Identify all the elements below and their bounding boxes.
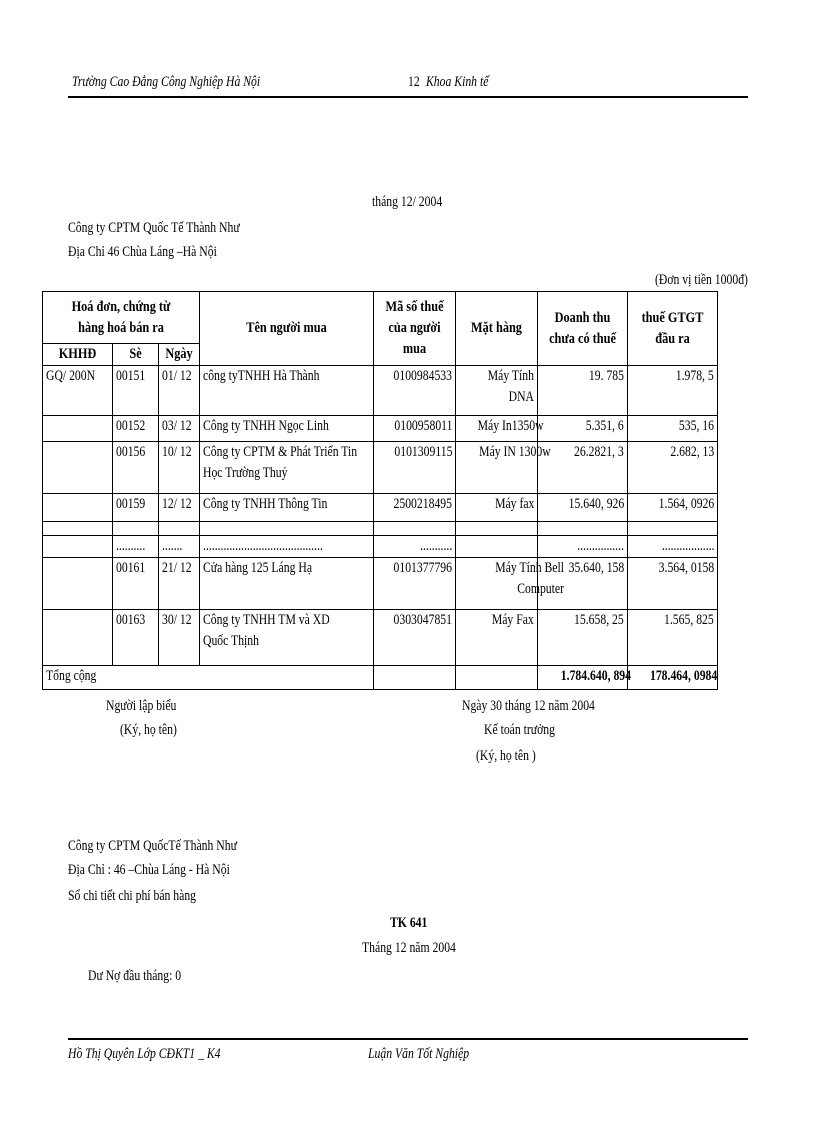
cell-tax: 0101309115 <box>393 444 452 460</box>
cell-so: 00159 <box>116 496 146 512</box>
cell-tax: 0101377796 <box>393 560 452 576</box>
cell-ngay: 21/ 12 <box>162 560 192 576</box>
company-address: Địa Chỉ 46 Chùa Láng –Hà Nội <box>68 244 217 260</box>
cell-so: 00152 <box>116 418 146 434</box>
page-number: 12 <box>408 74 420 90</box>
ledger-month: Tháng 12 năm 2004 <box>362 940 456 956</box>
cell-tax: 2500218495 <box>393 496 452 512</box>
cell-vat: 1.978, 5 <box>675 368 714 384</box>
company-name: Công ty CPTM Quốc Tế Thành Như <box>68 220 240 236</box>
header-so: Sè <box>113 344 159 366</box>
cell-revenue: 19. 785 <box>588 368 624 384</box>
preparer-label: Người lập biểu <box>106 698 177 714</box>
cell-revenue: 26.2821, 3 <box>574 444 624 460</box>
cell-ngay: 12/ 12 <box>162 496 192 512</box>
total-label: Tổng cộng <box>46 668 97 684</box>
opening-balance: Dư Nợ đầu tháng: 0 <box>88 968 182 984</box>
second-company: Công ty CPTM QuốcTế Thành Như <box>68 838 237 854</box>
cell-ngay: 30/ 12 <box>162 612 192 628</box>
table-row <box>43 558 718 610</box>
table-total-row <box>43 666 718 690</box>
footer-title: Luận Văn Tốt Nghiệp <box>368 1046 470 1062</box>
cell-revenue: 35.640, 158 <box>568 560 624 576</box>
header-tax-code: Mã số thuế của người mua <box>374 292 456 366</box>
total-vat: 178.464, 0984 <box>649 668 718 684</box>
cell-item: Máy Tính Bell Computer <box>495 560 564 597</box>
cell-so: 00151 <box>116 368 146 384</box>
cell-buyer: ......................................... <box>203 538 323 554</box>
cell-ngay: 03/ 12 <box>162 418 192 434</box>
header-khhd: KHHĐ <box>43 344 113 366</box>
table-row <box>43 442 718 494</box>
cell-buyer: Công ty TNHH TM và XD Quốc Thịnh <box>203 612 330 649</box>
second-address: Địa Chỉ : 46 –Chùa Láng - Hà Nội <box>68 862 230 878</box>
cell-tax: 0100958011 <box>393 418 452 434</box>
cell-so: 00163 <box>116 612 146 628</box>
cell-vat: 1.565, 825 <box>664 612 714 628</box>
cell-ngay: 10/ 12 <box>162 444 192 460</box>
header-school: Trường Cao Đẳng Công Nghiệp Hà Nội <box>72 74 261 90</box>
table-row <box>43 366 718 416</box>
cell-buyer: Công ty CPTM & Phát Triển Tin Học Trường Thuỷ <box>203 444 358 481</box>
cell-vat: 535, 16 <box>678 418 714 434</box>
header-item: Mặt hàng <box>456 292 538 366</box>
cell-so: 00156 <box>116 444 146 460</box>
header-buyer: Tên người mua <box>200 292 374 366</box>
table-row <box>43 416 718 442</box>
cell-buyer: Cửa hàng 125 Láng Hạ <box>203 560 313 576</box>
cell-item: Máy fax <box>494 496 534 512</box>
cell-vat: 1.564, 0926 <box>658 496 714 512</box>
cell-tax: 0303047851 <box>393 612 452 628</box>
cell-buyer: công tyTNHH Hà Thành <box>203 368 320 384</box>
cell-item: Máy Tính DNA <box>487 368 534 405</box>
cell-item: Máy IN 1300w <box>479 444 551 460</box>
signature-date: Ngày 30 tháng 12 năm 2004 <box>462 698 595 714</box>
cell-revenue: 15.658, 25 <box>574 612 624 628</box>
footer-author: Hồ Thị Quyên Lớp CĐKT1 _ K4 <box>68 1046 221 1062</box>
cell-so: 00161 <box>116 560 146 576</box>
cell-buyer: Công ty TNHH Ngọc Linh <box>203 418 329 434</box>
cell-vat: .................. <box>661 538 714 554</box>
cell-revenue: 15.640, 926 <box>568 496 624 512</box>
cell-tax: ........... <box>419 538 452 554</box>
accountant-label: Kế toán trưởng <box>484 722 556 738</box>
table-row-blank <box>43 522 718 536</box>
footer-rule <box>68 1038 748 1040</box>
header-rule <box>68 96 748 98</box>
cell-revenue: ................ <box>577 538 624 554</box>
cell-khhd: GQ/ 200N <box>46 368 96 384</box>
cell-vat: 3.564, 0158 <box>658 560 714 576</box>
cell-ngay: ....... <box>162 538 183 554</box>
cell-revenue: 5.351, 6 <box>585 418 624 434</box>
cell-ngay: 01/ 12 <box>162 368 192 384</box>
report-period: tháng 12/ 2004 <box>372 194 443 210</box>
cell-so: .......... <box>116 538 146 554</box>
cell-vat: 2.682, 13 <box>670 444 714 460</box>
table-row <box>43 494 718 522</box>
header-ngay: Ngày <box>159 344 200 366</box>
cell-tax: 0100984533 <box>393 368 452 384</box>
ledger-title: Sổ chi tiết chi phí bán hàng <box>68 888 197 904</box>
cell-item: Máy Fax <box>492 612 534 628</box>
unit-note: (Đơn vị tiền 1000đ) <box>655 272 748 288</box>
cell-item: Máy In1350w <box>477 418 544 434</box>
header-invoice-group: Hoá đơn, chứng từ hàng hoá bán ra <box>43 292 200 344</box>
invoice-table <box>42 291 718 690</box>
total-revenue: 1.784.640, 894 <box>560 668 631 684</box>
header-revenue: Doanh thu chưa có thuế <box>538 292 628 366</box>
cell-buyer: Công ty TNHH Thông Tin <box>203 496 328 512</box>
account-code: TK 641 <box>390 915 428 931</box>
header-vat: thuế GTGT đầu ra <box>628 292 718 366</box>
preparer-sign: (Ký, họ tên) <box>120 722 177 738</box>
accountant-sign: (Ký, họ tên ) <box>476 748 536 764</box>
header-faculty: Khoa Kinh tế <box>426 74 489 90</box>
table-row <box>43 610 718 666</box>
table-row-dotted <box>43 536 718 558</box>
